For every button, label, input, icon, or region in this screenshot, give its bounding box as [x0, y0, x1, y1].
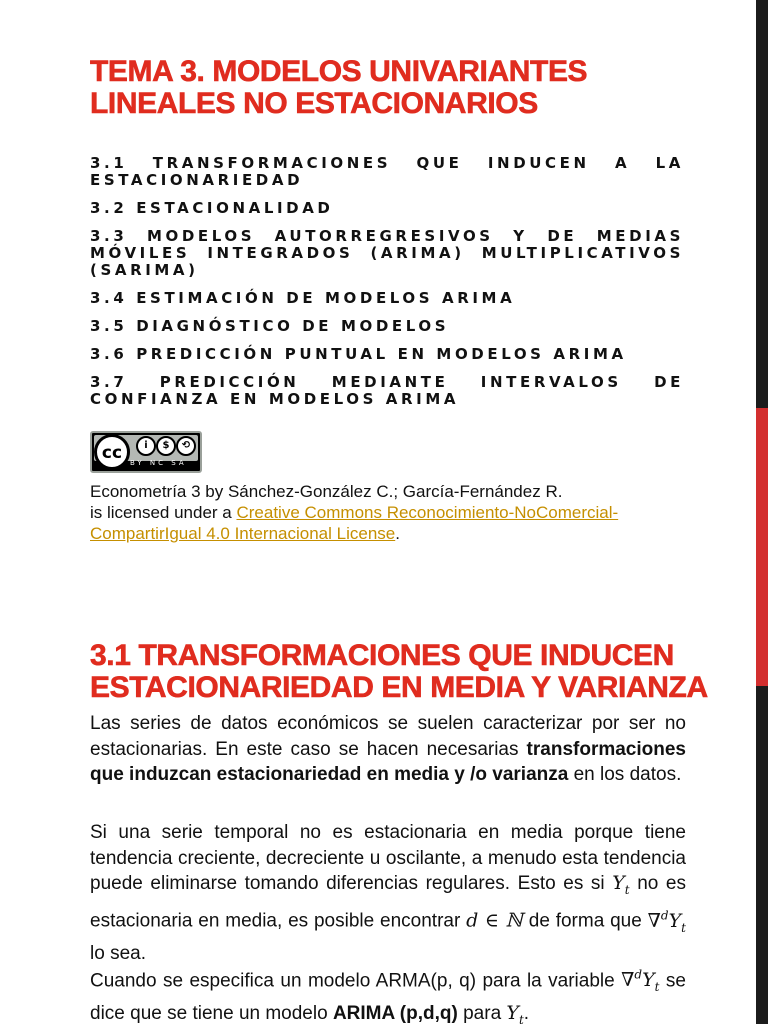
- text: Si una serie temporal no es estacionaria en media porque tiene tendencia creciente, decreciente u oscilante, a menudo esta tendencia puede eliminarse tomando diferencias regulares. Esto es si: [90, 822, 686, 894]
- toc-item: 3.1 TRANSFORMACIONES QUE INDUCEN A LA ESTACIONARIEDAD: [90, 154, 684, 189]
- paragraph-1: [90, 711, 686, 788]
- table-of-contents: [90, 155, 684, 419]
- text: de forma que: [522, 910, 648, 932]
- license-text: [90, 481, 690, 544]
- toc-item: 3.2 ESTACIONALIDAD: [90, 199, 334, 217]
- section-title: 3.1 TRANSFORMACIONES QUE INDUCEN ESTACIONARIEDAD EN MEDIA Y VARIANZA: [90, 639, 708, 704]
- paragraph-3: [90, 963, 686, 1033]
- page-title: TEMA 3. MODELOS UNIVARIANTES LINEALES NO ESTACIONARIOS: [90, 55, 588, 120]
- sidebar-dark-bottom: [756, 686, 768, 1024]
- license-prefix: is licensed under a: [90, 503, 237, 522]
- bold-text: ARIMA (p,d,q): [332, 1002, 458, 1024]
- sidebar-dark-top: [756, 0, 768, 408]
- math-nabla-d-yt: $\nabla^dY_t$: [647, 908, 686, 935]
- toc-item: 3.6 PREDICCIÓN PUNTUAL EN MODELOS ARIMA: [90, 345, 627, 363]
- math-yt: $Y_t$: [506, 1001, 524, 1027]
- sidebar-red-band: [756, 408, 768, 686]
- math-d-in-n: d ∈ ℕ: [466, 909, 523, 932]
- sharealike-icon: ⟲: [176, 436, 196, 456]
- noncommercial-icon: $: [156, 436, 176, 456]
- paragraph-2: [90, 820, 686, 966]
- license-link[interactable]: Creative Commons Reconocimiento-NoComercial-CompartirIgual 4.0 Internacional License: [90, 503, 619, 543]
- toc-item: 3.7 PREDICCIÓN MEDIANTE INTERVALOS DE CONFIANZA EN MODELOS ARIMA: [90, 373, 684, 408]
- toc-item: 3.4 ESTIMACIÓN DE MODELOS ARIMA: [90, 289, 516, 307]
- license-suffix: .: [395, 524, 400, 543]
- toc-item: 3.5 DIAGNÓSTICO DE MODELOS: [90, 317, 450, 335]
- cc-badge-labels: BY NC SA: [130, 459, 187, 467]
- math-nabla-d-yt: $\nabla^dY_t$: [621, 968, 660, 995]
- bold-text: transformaciones que induzcan estacionariedad en media y /o varianza: [90, 738, 686, 785]
- license-attribution: Econometría 3 by Sánchez-González C.; García-Fernández R.: [90, 482, 563, 501]
- attribution-icon: i: [136, 436, 156, 456]
- text: se dice que se tiene un modelo: [90, 970, 686, 1024]
- text: en los datos.: [568, 764, 682, 785]
- text: Cuando se especifica un modelo ARMA(p, q) para la variable: [90, 970, 622, 992]
- text: Las series de datos económicos se suelen caracterizar por ser no estacionarias. En este caso se hacen necesarias: [90, 713, 686, 760]
- cc-license-badge[interactable]: [90, 431, 202, 473]
- text: no es estacionaria en media, es posible encontrar: [90, 873, 686, 932]
- cc-icon: cc: [94, 434, 130, 470]
- math-yt: $Y_t$: [612, 872, 630, 897]
- text: lo sea.: [90, 942, 146, 964]
- text: .: [523, 1002, 530, 1024]
- text: para: [457, 1002, 507, 1024]
- toc-item: 3.3 MODELOS AUTORREGRESIVOS Y DE MEDIAS MÓVILES INTEGRADOS (ARIMA) MULTIPLICATIVOS (SARIMA): [90, 227, 684, 279]
